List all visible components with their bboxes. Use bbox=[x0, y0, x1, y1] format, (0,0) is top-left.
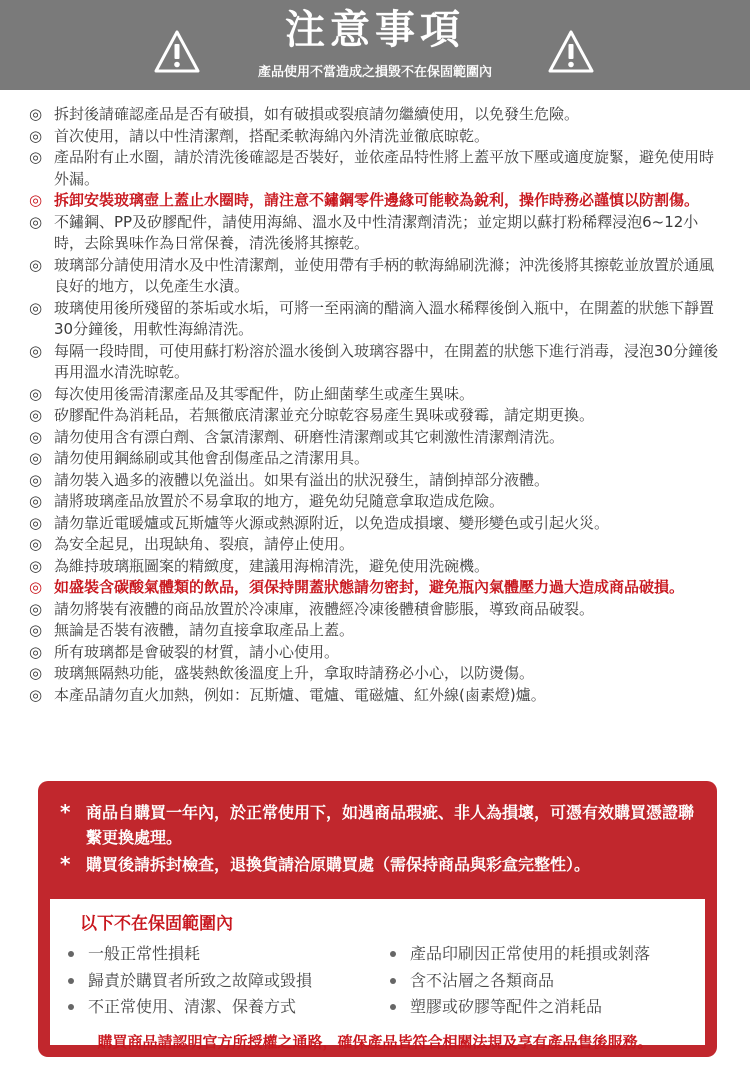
notice-item bbox=[29, 663, 719, 685]
notice-text: 請勿裝入過多的液體以免溢出。如果有溢出的狀況發生，請倒掉部分液體。 bbox=[54, 470, 550, 489]
notice-text: 請勿將裝有液體的商品放置於冷凍庫，液體經冷凍後體積會膨脹，導致商品破裂。 bbox=[54, 599, 595, 618]
circle-bullet-icon: ◎ bbox=[29, 105, 43, 123]
exclusions-title: 以下不在保固範圍內 bbox=[80, 914, 233, 934]
page-subtitle: 產品使用不當造成之損毀不在保固範圍內 bbox=[257, 65, 492, 80]
notice-text: 拆封後請確認產品是否有破損，如有破損或裂痕請勿繼續使用，以免發生危險。 bbox=[54, 105, 580, 123]
notice-item-warning bbox=[29, 577, 719, 599]
notice-item bbox=[29, 147, 719, 190]
warranty-note-text: 購買後請拆封檢查，退換貨請洽原購買處（需保持商品與彩盒完整性）。 bbox=[86, 855, 591, 874]
notice-text: 請勿使用鋼絲刷或其他會刮傷產品之清潔用具。 bbox=[54, 449, 370, 467]
bullet-icon bbox=[68, 978, 74, 984]
circle-bullet-icon: ◎ bbox=[29, 685, 43, 704]
notice-item bbox=[29, 599, 719, 621]
circle-bullet-icon: ◎ bbox=[29, 126, 43, 145]
exclusion-item: 塑膠或矽膠等配件之消耗品 bbox=[390, 995, 602, 1019]
bullet-icon bbox=[390, 978, 396, 984]
circle-bullet-icon: ◎ bbox=[29, 191, 43, 209]
notice-text: 每隔一段時間，可使用蘇打粉溶於溫水後倒入玻璃容器中，在開蓋的狀態下進行消毒，浸泡30分鐘後再用溫水清洗晾乾。 bbox=[54, 341, 719, 381]
notice-text: 請勿使用含有漂白劑、含氯清潔劑、研磨性清潔劑或其它刺激性清潔劑清洗。 bbox=[54, 427, 565, 446]
notice-text: 本產品請勿直火加熱，例如：瓦斯爐、電爐、電磁爐、紅外線(鹵素燈)爐。 bbox=[54, 685, 546, 704]
warranty-note bbox=[60, 800, 700, 850]
notice-item bbox=[29, 448, 719, 470]
circle-bullet-icon: ◎ bbox=[29, 148, 43, 166]
exclusion-item: 不正常使用、清潔、保養方式 bbox=[68, 995, 296, 1019]
notice-text: 矽膠配件為消耗品，若無徹底清潔並充分晾乾容易產生異味或發霉，請定期更換。 bbox=[54, 406, 595, 424]
notice-text: 玻璃部分請使用清水及中性清潔劑，並使用帶有手柄的軟海綿刷洗滌；沖洗後將其擦乾並放置於通風良好的地方，以免產生水漬。 bbox=[54, 255, 715, 295]
circle-bullet-icon: ◎ bbox=[29, 642, 43, 661]
notice-item bbox=[29, 427, 719, 449]
notice-item-warning bbox=[29, 190, 719, 212]
notice-text: 為維持玻璃瓶圖案的精緻度，建議用海棉清洗，避免使用洗碗機。 bbox=[54, 556, 490, 575]
circle-bullet-icon: ◎ bbox=[29, 535, 43, 553]
notice-item bbox=[29, 642, 719, 664]
notice-text: 無論是否裝有液體，請勿直接拿取產品上蓋。 bbox=[54, 621, 355, 639]
warranty-panel bbox=[38, 781, 717, 1057]
notice-item bbox=[29, 470, 719, 492]
notice-text: 玻璃無隔熱功能，盛裝熱飲後溫度上升，拿取時請務必小心，以防燙傷。 bbox=[54, 664, 535, 682]
circle-bullet-icon: ◎ bbox=[29, 255, 43, 274]
bullet-icon bbox=[68, 1004, 74, 1010]
circle-bullet-icon: ◎ bbox=[29, 384, 43, 403]
exclusion-item: 一般正常性損耗 bbox=[68, 942, 200, 966]
page-title: 注意事項 bbox=[285, 7, 465, 53]
notice-item bbox=[29, 620, 719, 642]
notice-text: 每次使用後需清潔產品及其零配件，防止細菌孳生或產生異味。 bbox=[54, 384, 475, 403]
bullet-icon bbox=[68, 951, 74, 957]
notice-item bbox=[29, 384, 719, 406]
circle-bullet-icon: ◎ bbox=[29, 578, 43, 596]
circle-bullet-icon: ◎ bbox=[29, 664, 43, 682]
footer-note: 購買商品請認明官方所授權之通路，確保產品皆符合相關法規及享有產品售後服務。 bbox=[97, 1033, 653, 1051]
notice-text: 如盛裝含碳酸氣體類的飲品，須保持開蓋狀態請勿密封，避免瓶內氣體壓力過大造成商品破損。 bbox=[54, 578, 685, 596]
notice-text: 產品附有止水圈，請於清洗後確認是否裝好，並依產品特性將上蓋平放下壓或適度旋緊，避免使用時外漏。 bbox=[54, 148, 715, 188]
notice-list bbox=[29, 104, 719, 706]
notice-item bbox=[29, 341, 719, 384]
exclusions-box bbox=[50, 899, 705, 1045]
bullet-icon bbox=[390, 1004, 396, 1010]
circle-bullet-icon: ◎ bbox=[29, 449, 43, 467]
warranty-note-text: 商品自購買一年內，於正常使用下，如遇商品瑕疵、非人為損壞，可憑有效購買憑證聯繫更換處理。 bbox=[86, 803, 695, 847]
notice-item bbox=[29, 212, 719, 255]
notice-item bbox=[29, 104, 719, 126]
notice-item bbox=[29, 556, 719, 578]
circle-bullet-icon: ◎ bbox=[29, 427, 43, 446]
notice-item bbox=[29, 405, 719, 427]
exclusion-item: 歸責於購買者所致之故障或毀損 bbox=[68, 969, 312, 993]
notice-item bbox=[29, 298, 719, 341]
circle-bullet-icon: ◎ bbox=[29, 621, 43, 639]
notice-text: 為安全起見，出現缺角、裂痕，請停止使用。 bbox=[54, 535, 355, 553]
exclusion-item: 含不沾層之各類商品 bbox=[390, 969, 554, 993]
warranty-note bbox=[60, 852, 700, 877]
circle-bullet-icon: ◎ bbox=[29, 556, 43, 575]
circle-bullet-icon: ◎ bbox=[29, 212, 43, 231]
asterisk-icon: * bbox=[60, 800, 71, 824]
circle-bullet-icon: ◎ bbox=[29, 599, 43, 618]
notice-text: 玻璃使用後所殘留的茶垢或水垢，可將一至兩滴的醋滴入溫水稀釋後倒入瓶中，在開蓋的狀態下靜置30分鐘後，用軟性海綿清洗。 bbox=[54, 298, 715, 338]
notice-item bbox=[29, 255, 719, 298]
notice-item bbox=[29, 126, 719, 148]
notice-item bbox=[29, 513, 719, 535]
notice-text: 請將玻璃產品放置於不易拿取的地方，避免幼兒隨意拿取造成危險。 bbox=[54, 492, 505, 510]
notice-item bbox=[29, 534, 719, 556]
notice-text: 首次使用，請以中性清潔劑，搭配柔軟海綿內外清洗並徹底晾乾。 bbox=[54, 126, 490, 145]
notice-item bbox=[29, 685, 719, 707]
asterisk-icon: * bbox=[60, 852, 71, 876]
circle-bullet-icon: ◎ bbox=[29, 406, 43, 424]
notice-text: 請勿靠近電暖爐或瓦斯爐等火源或熱源附近，以免造成損壞、變形變色或引起火災。 bbox=[54, 513, 610, 532]
notice-item bbox=[29, 491, 719, 513]
circle-bullet-icon: ◎ bbox=[29, 341, 43, 360]
circle-bullet-icon: ◎ bbox=[29, 492, 43, 510]
bullet-icon bbox=[390, 951, 396, 957]
circle-bullet-icon: ◎ bbox=[29, 298, 43, 317]
exclusion-item: 產品印刷因正常使用的耗損或剝落 bbox=[390, 942, 650, 966]
notice-text: 拆卸安裝玻璃壺上蓋止水圈時，請注意不鏽鋼零件邊緣可能較為銳利，操作時務必謹慎以防割傷。 bbox=[54, 191, 700, 209]
circle-bullet-icon: ◎ bbox=[29, 513, 43, 532]
notice-text: 所有玻璃都是會破裂的材質，請小心使用。 bbox=[54, 642, 340, 661]
notice-text: 不鏽鋼、PP及矽膠配件，請使用海綿、溫水及中性清潔劑清洗；並定期以蘇打粉稀釋浸泡6~12小時，去除異味作為日常保養，清洗後將其擦乾。 bbox=[54, 212, 699, 252]
header-banner bbox=[0, 0, 750, 90]
circle-bullet-icon: ◎ bbox=[29, 470, 43, 489]
